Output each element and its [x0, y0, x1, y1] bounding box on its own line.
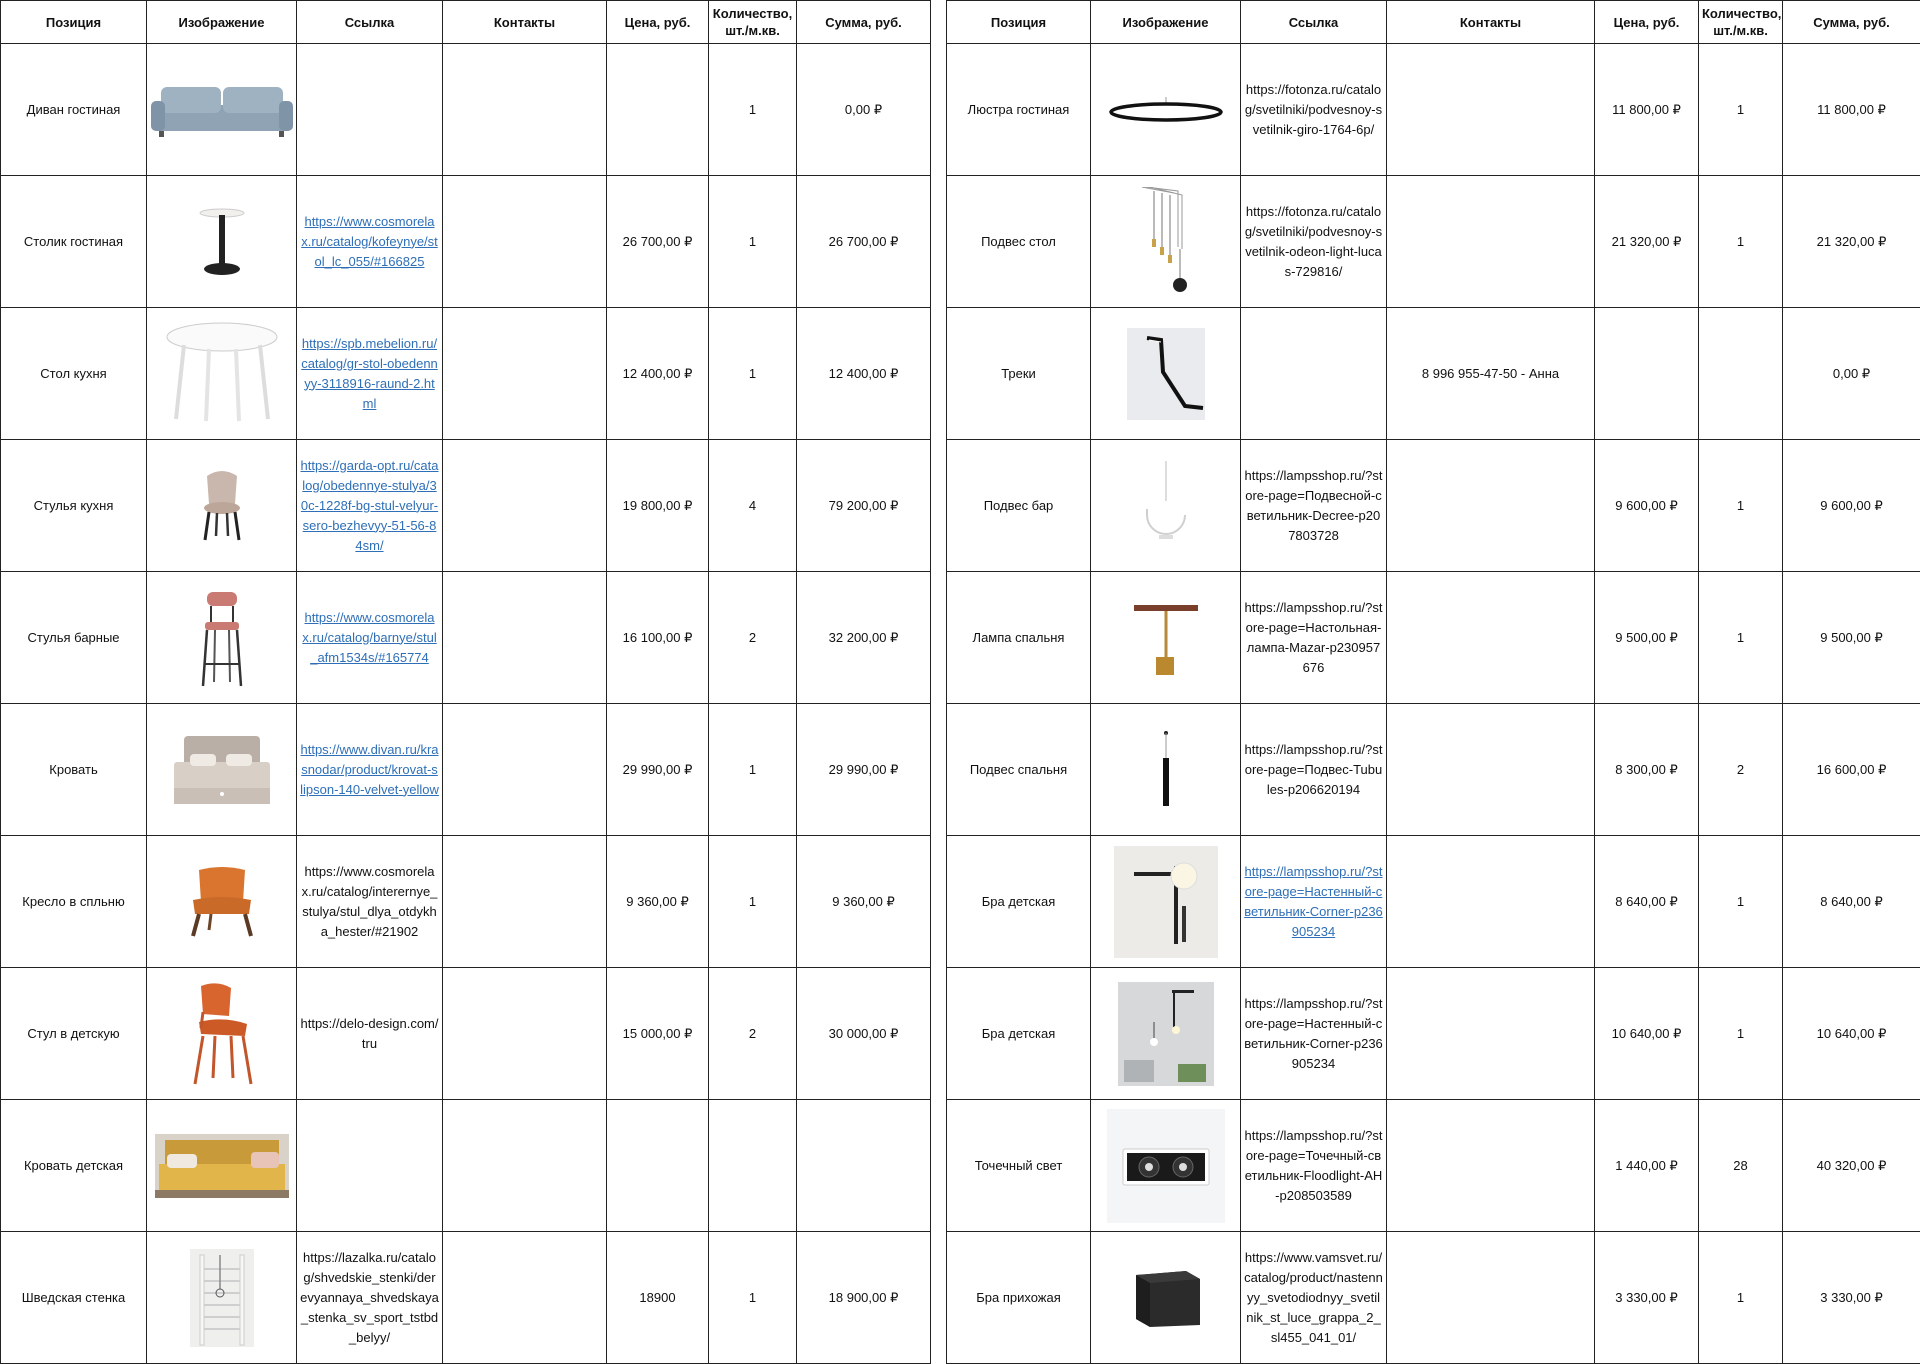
table-row [1, 176, 931, 308]
price-cell: 15 000,00 ₽ [607, 968, 709, 1100]
price-cell: 16 100,00 ₽ [607, 572, 709, 704]
quantity-cell: 1 [709, 176, 797, 308]
header-row [947, 1, 1920, 44]
table-row [947, 176, 1920, 308]
product-link[interactable]: https://spb.mebelion.ru/catalog/gr-stol-obedennyy-3118916-raund-2.html [301, 336, 438, 411]
product-link[interactable]: https://lampsshop.ru/?store-page=Подвес-Tubules-p206620194 [1244, 742, 1382, 797]
position-cell: Стулья барные [1, 572, 147, 704]
link-cell[interactable] [297, 440, 443, 572]
table-row [947, 44, 1920, 176]
link-cell[interactable] [297, 1232, 443, 1364]
ring-chandelier-image [1094, 47, 1237, 172]
header-position: Позиция [947, 1, 1091, 44]
pendant-cluster-image [1094, 179, 1237, 304]
contacts-cell: 8 996 955-47-50 - Анна [1387, 308, 1595, 440]
image-cell [1091, 44, 1241, 176]
header-sum: Сумма, руб. [1783, 1, 1920, 44]
sum-cell: 79 200,00 ₽ [797, 440, 931, 572]
image-cell [1091, 968, 1241, 1100]
sum-cell: 30 000,00 ₽ [797, 968, 931, 1100]
table-row [947, 1232, 1920, 1364]
quantity-cell: 28 [1699, 1100, 1783, 1232]
product-link[interactable]: https://lampsshop.ru/?store-page=Настенный-светильник-Corner-p236905234 [1244, 996, 1383, 1071]
sum-cell: 3 330,00 ₽ [1783, 1232, 1920, 1364]
image-cell [1091, 308, 1241, 440]
table-row [1, 44, 931, 176]
cube-sconce-image [1094, 1235, 1237, 1360]
image-cell [1091, 572, 1241, 704]
position-cell: Столик гостиная [1, 176, 147, 308]
price-cell: 9 500,00 ₽ [1595, 572, 1699, 704]
contacts-cell [1387, 1232, 1595, 1364]
spot-light-image [1094, 1103, 1237, 1228]
position-cell: Бра детская [947, 968, 1091, 1100]
contacts-cell [1387, 440, 1595, 572]
header-row [1, 1, 931, 44]
link-cell[interactable] [1241, 572, 1387, 704]
sum-cell: 10 640,00 ₽ [1783, 968, 1920, 1100]
product-link[interactable]: https://www.vamsvet.ru/catalog/product/nastennyy_svetodiodnyy_svetilnik_st_luce_grappa_2_sl455_041_01/ [1244, 1250, 1383, 1345]
position-cell: Кровать детская [1, 1100, 147, 1232]
contacts-cell [443, 440, 607, 572]
sum-cell: 9 500,00 ₽ [1783, 572, 1920, 704]
contacts-cell [1387, 1100, 1595, 1232]
product-link[interactable]: https://delo-design.com/tru [300, 1016, 438, 1051]
sum-cell: 26 700,00 ₽ [797, 176, 931, 308]
image-cell [147, 704, 297, 836]
track-light-image [1094, 311, 1237, 436]
position-cell: Стол кухня [1, 308, 147, 440]
contacts-cell [443, 308, 607, 440]
price-cell: 8 640,00 ₽ [1595, 836, 1699, 968]
contacts-cell [443, 836, 607, 968]
link-cell[interactable] [1241, 1232, 1387, 1364]
table-lamp-image [1094, 575, 1237, 700]
link-cell[interactable] [1241, 1100, 1387, 1232]
product-link[interactable]: https://www.divan.ru/krasnodar/product/krovat-slipson-140-velvet-yellow [300, 742, 439, 797]
contacts-cell [443, 1232, 607, 1364]
contacts-cell [1387, 44, 1595, 176]
quantity-cell: 1 [1699, 1232, 1783, 1364]
link-cell[interactable] [297, 704, 443, 836]
quantity-cell: 1 [709, 704, 797, 836]
image-cell [147, 440, 297, 572]
image-cell [147, 1100, 297, 1232]
position-cell: Точечный свет [947, 1100, 1091, 1232]
header-quantity: Количество, шт./м.кв. [1699, 1, 1783, 44]
quantity-cell [1699, 308, 1783, 440]
table-row [947, 836, 1920, 968]
price-cell: 9 600,00 ₽ [1595, 440, 1699, 572]
sum-cell: 32 200,00 ₽ [797, 572, 931, 704]
sum-cell: 8 640,00 ₽ [1783, 836, 1920, 968]
image-cell [1091, 704, 1241, 836]
price-cell: 11 800,00 ₽ [1595, 44, 1699, 176]
link-cell [297, 1100, 443, 1232]
link-cell[interactable] [1241, 704, 1387, 836]
velvet-chair-image [150, 443, 293, 568]
sum-cell: 16 600,00 ₽ [1783, 704, 1920, 836]
header-link: Ссылка [297, 1, 443, 44]
position-cell: Диван гостиная [1, 44, 147, 176]
price-cell: 1 440,00 ₽ [1595, 1100, 1699, 1232]
bed-image [150, 707, 293, 832]
table-row [1, 704, 931, 836]
link-cell[interactable] [1241, 440, 1387, 572]
link-cell[interactable] [297, 572, 443, 704]
table-row [1, 572, 931, 704]
left-items-table [0, 0, 931, 1364]
table-row [947, 440, 1920, 572]
orange-chair-image [150, 971, 293, 1096]
link-cell[interactable] [1241, 44, 1387, 176]
price-cell: 21 320,00 ₽ [1595, 176, 1699, 308]
sum-cell [797, 1100, 931, 1232]
header-position: Позиция [1, 1, 147, 44]
table-row [947, 704, 1920, 836]
price-cell: 26 700,00 ₽ [607, 176, 709, 308]
price-cell: 9 360,00 ₽ [607, 836, 709, 968]
table-row [1, 1232, 931, 1364]
wall-sconce-image [1094, 971, 1237, 1096]
contacts-cell [1387, 176, 1595, 308]
sum-cell: 40 320,00 ₽ [1783, 1100, 1920, 1232]
bar-stool-image [150, 575, 293, 700]
price-cell [607, 44, 709, 176]
quantity-cell: 1 [709, 308, 797, 440]
product-link[interactable]: https://fotonza.ru/catalog/svetilniki/podvesnoy-svetilnik-giro-1764-6p/ [1245, 82, 1382, 137]
right-table-body [947, 44, 1920, 1364]
quantity-cell: 1 [1699, 572, 1783, 704]
image-cell [147, 572, 297, 704]
image-cell [147, 836, 297, 968]
table-row [1, 1100, 931, 1232]
arc-pendant-image [1094, 443, 1237, 568]
wall-bars-image [150, 1235, 293, 1360]
quantity-cell [709, 1100, 797, 1232]
sum-cell: 18 900,00 ₽ [797, 1232, 931, 1364]
position-cell: Шведская стенка [1, 1232, 147, 1364]
sum-cell: 0,00 ₽ [1783, 308, 1920, 440]
link-cell[interactable] [1241, 176, 1387, 308]
quantity-cell: 1 [709, 836, 797, 968]
table-row [947, 1100, 1920, 1232]
quantity-cell: 1 [1699, 44, 1783, 176]
left-table-body [1, 44, 931, 1364]
table-row [947, 308, 1920, 440]
table-row [1, 440, 931, 572]
image-cell [1091, 836, 1241, 968]
price-cell [1595, 308, 1699, 440]
position-cell: Люстра гостиная [947, 44, 1091, 176]
price-cell: 12 400,00 ₽ [607, 308, 709, 440]
position-cell: Кровать [1, 704, 147, 836]
table-row [947, 968, 1920, 1100]
position-cell: Бра детская [947, 836, 1091, 968]
header-price: Цена, руб. [1595, 1, 1699, 44]
link-cell[interactable] [297, 968, 443, 1100]
quantity-cell: 2 [709, 968, 797, 1100]
position-cell: Стул в детскую [1, 968, 147, 1100]
sofa-image [150, 47, 293, 172]
link-cell[interactable] [1241, 968, 1387, 1100]
position-cell: Кресло в спльню [1, 836, 147, 968]
table-row [1, 968, 931, 1100]
kids-bed-image [150, 1103, 293, 1228]
image-cell [147, 176, 297, 308]
globe-sconce-image [1094, 839, 1237, 964]
price-cell [607, 1100, 709, 1232]
header-sum: Сумма, руб. [797, 1, 931, 44]
product-link[interactable]: https://www.cosmorelax.ru/catalog/kofeynye/stol_lc_055/#166825 [301, 214, 438, 269]
price-cell: 18900 [607, 1232, 709, 1364]
quantity-cell: 1 [1699, 836, 1783, 968]
sum-cell: 9 600,00 ₽ [1783, 440, 1920, 572]
link-cell[interactable] [297, 836, 443, 968]
contacts-cell [443, 704, 607, 836]
product-link[interactable]: https://www.cosmorelax.ru/catalog/interernye_stulya/stul_dlya_otdykha_hester/#21902 [302, 864, 438, 939]
contacts-cell [443, 176, 607, 308]
quantity-cell: 1 [709, 44, 797, 176]
position-cell: Треки [947, 308, 1091, 440]
quantity-cell: 2 [1699, 704, 1783, 836]
contacts-cell [443, 1100, 607, 1232]
round-table-image [150, 311, 293, 436]
position-cell: Подвес стол [947, 176, 1091, 308]
position-cell: Подвес спальня [947, 704, 1091, 836]
link-cell [297, 44, 443, 176]
image-cell [147, 1232, 297, 1364]
quantity-cell: 2 [709, 572, 797, 704]
price-cell: 3 330,00 ₽ [1595, 1232, 1699, 1364]
image-cell [1091, 440, 1241, 572]
contacts-cell [1387, 572, 1595, 704]
contacts-cell [1387, 836, 1595, 968]
image-cell [147, 308, 297, 440]
contacts-cell [443, 44, 607, 176]
contacts-cell [443, 572, 607, 704]
sum-cell: 0,00 ₽ [797, 44, 931, 176]
link-cell[interactable] [297, 176, 443, 308]
link-cell [1241, 308, 1387, 440]
header-price: Цена, руб. [607, 1, 709, 44]
position-cell: Лампа спальня [947, 572, 1091, 704]
quantity-cell: 1 [1699, 176, 1783, 308]
table-row [1, 308, 931, 440]
image-cell [147, 968, 297, 1100]
position-cell: Бра прихожая [947, 1232, 1091, 1364]
image-cell [1091, 176, 1241, 308]
product-link[interactable]: https://www.cosmorelax.ru/catalog/barnye/stul_afm1534s/#165774 [302, 610, 436, 665]
product-link[interactable]: https://lazalka.ru/catalog/shvedskie_stenki/derevyannaya_shvedskaya_stenka_sv_sport_tstbd_belyy/ [300, 1250, 439, 1345]
sum-cell: 29 990,00 ₽ [797, 704, 931, 836]
image-cell [1091, 1100, 1241, 1232]
quantity-cell: 1 [1699, 440, 1783, 572]
product-link[interactable]: https://lampsshop.ru/?store-page=Настенный-светильник-Corner-p236905234 [1244, 864, 1383, 939]
product-link[interactable]: https://garda-opt.ru/catalog/obedennye-stulya/30c-1228f-bg-stul-velyur-sero-bezhevyy-51-56-84sm/ [300, 458, 438, 553]
sum-cell: 9 360,00 ₽ [797, 836, 931, 968]
table-row [1, 836, 931, 968]
contacts-cell [1387, 968, 1595, 1100]
header-contacts: Контакты [1387, 1, 1595, 44]
position-cell: Стулья кухня [1, 440, 147, 572]
image-cell [147, 44, 297, 176]
armchair-image [150, 839, 293, 964]
price-cell: 29 990,00 ₽ [607, 704, 709, 836]
table-row [947, 572, 1920, 704]
sum-cell: 21 320,00 ₽ [1783, 176, 1920, 308]
product-link[interactable]: https://lampsshop.ru/?store-page=Подвесной-светильник-Decree-p207803728 [1244, 468, 1382, 543]
header-image: Изображение [147, 1, 297, 44]
header-contacts: Контакты [443, 1, 607, 44]
quantity-cell: 4 [709, 440, 797, 572]
sum-cell: 12 400,00 ₽ [797, 308, 931, 440]
header-quantity: Количество, шт./м.кв. [709, 1, 797, 44]
link-cell[interactable] [1241, 836, 1387, 968]
header-image: Изображение [1091, 1, 1241, 44]
sum-cell: 11 800,00 ₽ [1783, 44, 1920, 176]
header-link: Ссылка [1241, 1, 1387, 44]
tube-pendant-image [1094, 707, 1237, 832]
side-table-image [150, 179, 293, 304]
product-link[interactable]: https://lampsshop.ru/?store-page=Настольная-лампа-Mazar-p230957676 [1244, 600, 1382, 675]
link-cell[interactable] [297, 308, 443, 440]
product-link[interactable]: https://fotonza.ru/catalog/svetilniki/podvesnoy-svetilnik-odeon-light-lucas-729816/ [1245, 204, 1382, 279]
right-items-table [946, 0, 1920, 1364]
price-cell: 19 800,00 ₽ [607, 440, 709, 572]
image-cell [1091, 1232, 1241, 1364]
contacts-cell [443, 968, 607, 1100]
price-cell: 10 640,00 ₽ [1595, 968, 1699, 1100]
price-cell: 8 300,00 ₽ [1595, 704, 1699, 836]
product-link[interactable]: https://lampsshop.ru/?store-page=Точечный-светильник-Floodlight-AH-p208503589 [1244, 1128, 1382, 1203]
quantity-cell: 1 [709, 1232, 797, 1364]
quantity-cell: 1 [1699, 968, 1783, 1100]
contacts-cell [1387, 704, 1595, 836]
position-cell: Подвес бар [947, 440, 1091, 572]
